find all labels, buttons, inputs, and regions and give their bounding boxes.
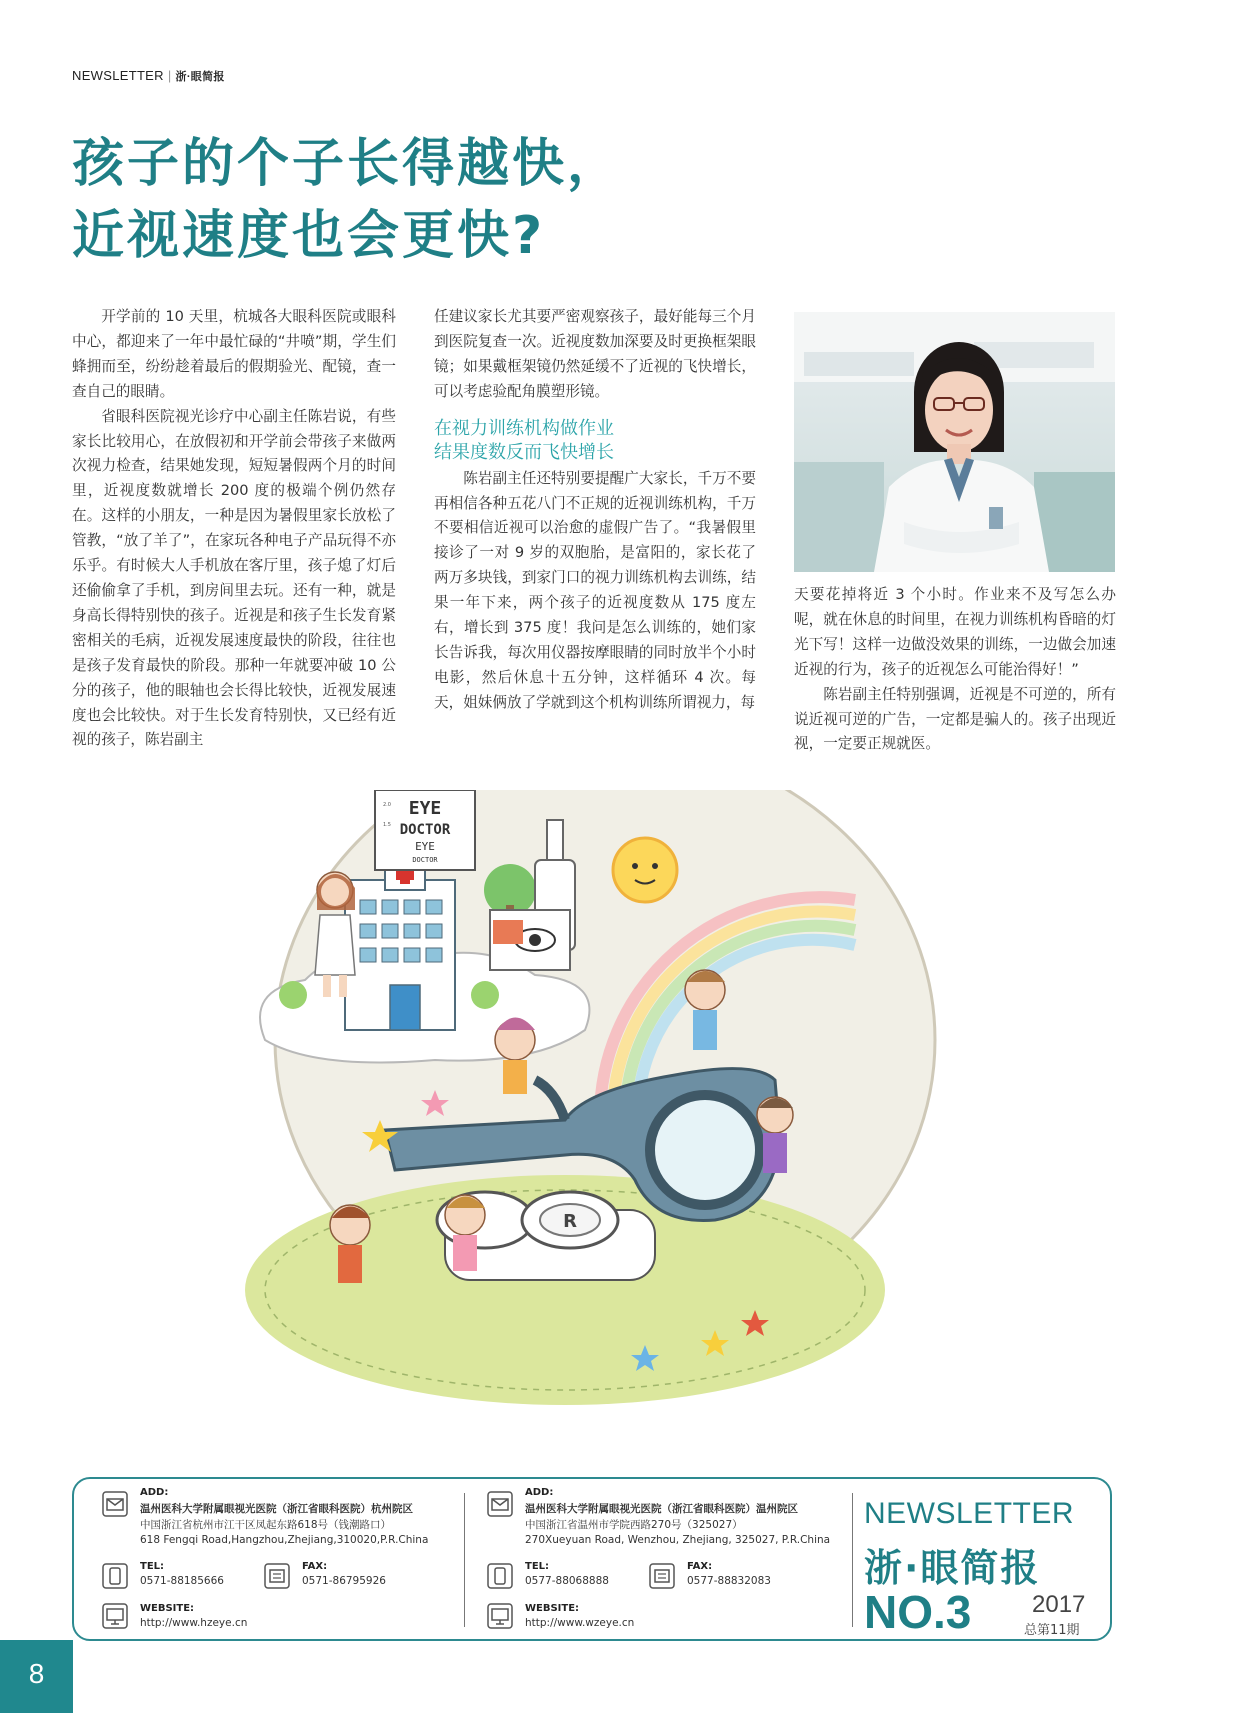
- website-label: WEBSITE:: [525, 1603, 580, 1614]
- sign-text-1: EYE: [408, 798, 442, 819]
- page-number: 8: [28, 1658, 45, 1689]
- running-header: [72, 68, 225, 84]
- issue-year: 2017: [1032, 1591, 1086, 1618]
- fax-icon: [264, 1563, 290, 1589]
- website-url[interactable]: http://www.wzeye.cn: [525, 1617, 635, 1629]
- hangzhou-contact: [74, 1479, 464, 1639]
- issue-number: NO.3: [864, 1586, 972, 1638]
- tel-number: 0577-88068888: [525, 1575, 609, 1587]
- doctor-photo: [794, 312, 1115, 572]
- sign-side-1: 2.0: [383, 802, 391, 808]
- paragraph: 省眼科医院视光诊疗中心副主任陈岩说，有些家长比较用心，在放假初和开学前会带孩子来做两次视力检查，结果她发现，短短暑假两个月的时间里，近视度数就增长 200 度的极端个例仍然存在。这样的小朋友，一种是因为暑假里家长放松了管教，“放了羊了”，在家玩各种电子产品玩得不亦乐乎。有时候大人手机放在客厅里，孩子熄了灯后还偷偷拿了手机，到房间里去玩。还有一种，就是身高长得特别快的孩子。近视是和孩子生长发育紧密相关的毛病，近视发展速度最快的阶段，往往也是孩子发育最快的阶段。那种一年就要冲破 10 公分的孩子，他的眼轴也会长得比较快，近视发展速度也会比较快。对于生长发育特别快，又已经有近视的孩子，陈岩副主: [72, 407, 396, 749]
- fax-label: FAX:: [687, 1561, 713, 1572]
- article-title: [72, 128, 832, 272]
- monitor-icon: [487, 1603, 513, 1629]
- page-number-box: [0, 1640, 73, 1713]
- phone-icon: [487, 1563, 513, 1589]
- sign-text-3: EYE: [415, 840, 435, 853]
- sign-text-2: DOCTOR: [399, 822, 451, 838]
- issue-total: 总第11期: [1024, 1623, 1080, 1638]
- address-en: 270Xueyuan Road, Wenzhou, Zhejiang, 325027, P.R.China: [525, 1534, 831, 1546]
- subheading-line-1: 在视力训练机构做作业: [434, 417, 614, 439]
- section-subheading: [434, 417, 756, 465]
- paragraph: 任建议家长尤其要严密观察孩子，最好能每三个月到医院复查一次。近视度数加深要及时更换框架眼镜；如果戴框架镜仍然延缓不了近视的飞快增长，可以考虑验配角膜塑形镜。: [434, 308, 756, 400]
- newsletter-brand-block: [864, 1485, 1104, 1638]
- eye-care-illustration: [235, 790, 955, 1430]
- hospital-name: 温州医科大学附属眼视光医院（浙江省眼科医院）温州院区: [525, 1503, 798, 1515]
- fax-label: FAX:: [302, 1561, 328, 1572]
- title-line-2: 近视速度也会更快?: [72, 206, 546, 266]
- address-cn: 中国浙江省杭州市江干区凤起东路618号（钱潮路口）: [140, 1519, 392, 1531]
- address-en: 618 Fengqi Road,Hangzhou,Zhejiang,310020,P.R.China: [140, 1534, 429, 1546]
- mail-icon: [102, 1491, 128, 1517]
- paragraph: 开学前的 10 天里，杭城各大眼科医院或眼科中心，都迎来了一年中最忙碌的“井喷”期，学生们蜂拥而至，纷纷趁着最后的假期验光、配镜，查一查自己的眼睛。: [72, 308, 396, 400]
- fax-icon: [649, 1563, 675, 1589]
- brand-title: 浙·眼简报: [864, 1546, 1041, 1590]
- header-separator: |: [167, 68, 172, 83]
- address-cn: 中国浙江省温州市学院西路270号（325027）: [525, 1519, 743, 1531]
- brand-newsletter: NEWSLETTER: [864, 1497, 1075, 1530]
- fax-number: 0571-86795926: [302, 1575, 386, 1587]
- paragraph: 陈岩副主任特别强调，近视是不可逆的，所有说近视可逆的广告，一定都是骗人的。孩子出现近视，一定要正规就医。: [794, 685, 1116, 753]
- header-brand: 浙·眼简报: [175, 71, 225, 83]
- contact-footer: [72, 1477, 1112, 1641]
- title-line-1: 孩子的个子长得越快，: [72, 134, 623, 194]
- fax-number: 0577-88832083: [687, 1575, 771, 1587]
- tel-number: 0571-88185666: [140, 1575, 224, 1587]
- hospital-name: 温州医科大学附属眼视光医院（浙江省眼科医院）杭州院区: [140, 1503, 413, 1515]
- subheading-line-2: 结果度数反而飞快增长: [434, 441, 614, 463]
- paragraph: 陈岩副主任还特别要提醒广大家长，千万不要再相信各种五花八门不正规的近视训练机构，千万不要相信近视可以治愈的虚假广告了。“我暑假里接诊了一对 9 岁的双胞胎，是富阳的，家长花了两万多块钱，到家门口的视力训练机构去训练，结果一年下来，两个孩子的近视度数从 175 度左右，增长到 375 度！我问是怎么训练的，她们家长告诉我，每次用仪器按摩眼睛的同时放半个小时电影，然后休息十五分钟，这样循环 4 次。每天，姐妹俩放了学就到这个机构训练所谓视力，每: [434, 469, 756, 711]
- mail-icon: [487, 1491, 513, 1517]
- tel-label: TEL:: [525, 1561, 550, 1572]
- tel-label: TEL:: [140, 1561, 165, 1572]
- address-label: ADD:: [525, 1487, 554, 1498]
- lens-case-letter: R: [563, 1211, 577, 1232]
- wenzhou-contact: [464, 1487, 845, 1629]
- phone-icon: [102, 1563, 128, 1589]
- sign-text-4: DOCTOR: [412, 856, 438, 864]
- article-column-2: [434, 305, 756, 716]
- header-newsletter: NEWSLETTER: [72, 68, 164, 83]
- article-column-3: [794, 583, 1116, 757]
- article-column-1: [72, 305, 396, 753]
- website-url[interactable]: http://www.hzeye.cn: [140, 1617, 248, 1629]
- website-label: WEBSITE:: [140, 1603, 195, 1614]
- address-label: ADD:: [140, 1487, 169, 1498]
- sign-side-2: 1.5: [383, 822, 391, 828]
- monitor-icon: [102, 1603, 128, 1629]
- paragraph: 天要花掉将近 3 个小时。作业来不及写怎么办呢，就在休息的时间里，在视力训练机构昏暗的灯光下写！这样一边做没效果的训练，一边做会加速近视的行为，孩子的近视怎么可能治得好！”: [794, 586, 1116, 678]
